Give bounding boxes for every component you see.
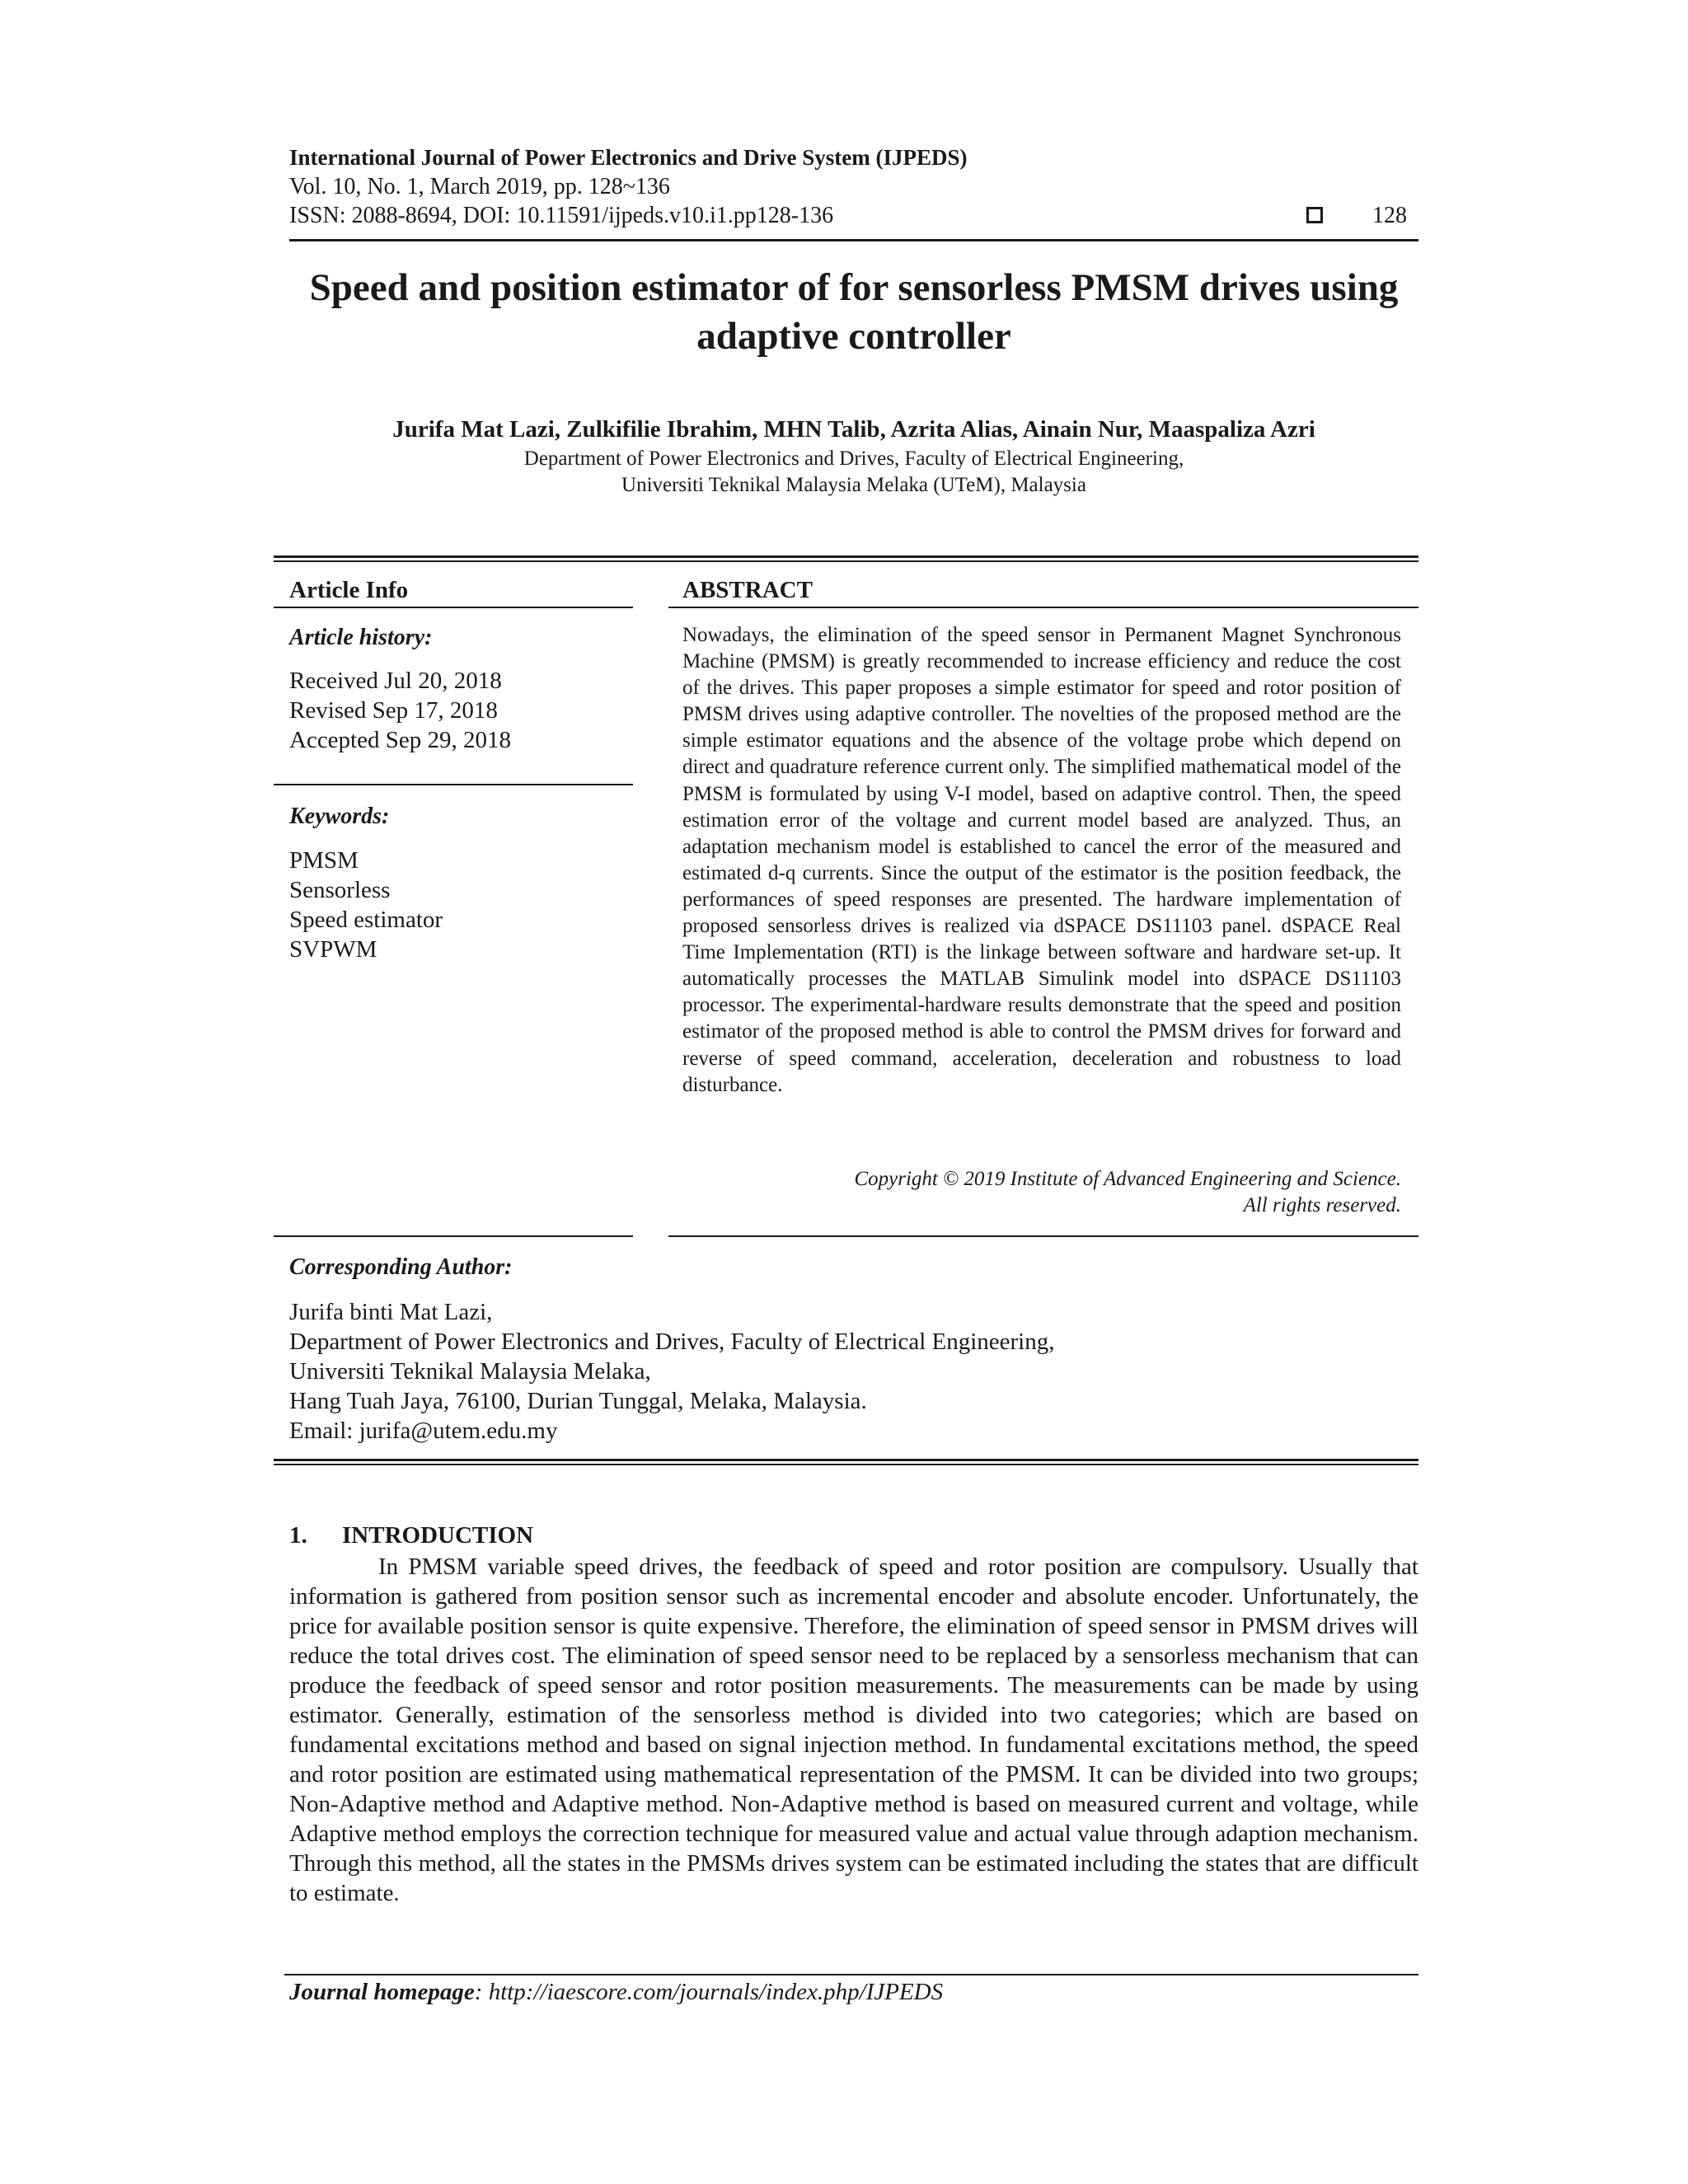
copyright-line: All rights reserved. [1243, 1194, 1401, 1216]
history-item: Revised Sep 17, 2018 [289, 697, 498, 724]
divider [668, 1235, 1418, 1237]
header-rule [289, 239, 1418, 241]
section-number: 1. [289, 1522, 307, 1549]
author-detail-line: Department of Power Electronics and Drives, Faculty of Electrical Engineering, [289, 1329, 1055, 1355]
checkbox-square-icon [1306, 207, 1323, 223]
footer-rule [284, 1974, 1418, 1975]
corresponding-author-details [289, 1297, 1054, 1446]
article-history [289, 666, 511, 755]
history-item: Accepted Sep 29, 2018 [289, 727, 511, 753]
journal-homepage[interactable] [289, 1979, 943, 2006]
corresponding-author-label: Corresponding Author: [289, 1254, 513, 1280]
info-box-bottom-rule [274, 1459, 1418, 1465]
journal-name: International Journal of Power Electronics and Drive System (IJPEDS) [289, 145, 968, 170]
author-detail-line: Hang Tuah Jaya, 76100, Durian Tunggal, Melaka, Malaysia. [289, 1388, 867, 1414]
abstract-heading: ABSTRACT [682, 577, 813, 603]
page-number: 128 [1372, 203, 1407, 228]
keyword-list [289, 846, 443, 964]
keyword: Speed estimator [289, 907, 443, 933]
keyword: SVPWM [289, 936, 377, 963]
info-box-top-rule [274, 555, 1418, 562]
volume-line: Vol. 10, No. 1, March 2019, pp. 128~136 [289, 174, 670, 199]
author-list: Jurifa Mat Lazi, Zulkifilie Ibrahim, MHN Talib, Azrita Alias, Ainain Nur, Maaspaliza Azri [392, 416, 1315, 443]
copyright-line: Copyright © 2019 Institute of Advanced Engineering and Science. [854, 1168, 1401, 1190]
affiliation-line: Department of Power Electronics and Drives, Faculty of Electrical Engineering, [523, 448, 1184, 470]
divider [274, 1235, 633, 1237]
divider [274, 607, 633, 608]
history-item: Received Jul 20, 2018 [289, 668, 502, 694]
section-heading [289, 1522, 533, 1549]
divider [668, 607, 1418, 608]
homepage-label: Journal homepage [289, 1979, 475, 2005]
affiliation [289, 446, 1418, 499]
paper-title: Speed and position estimator of for sensorless PMSM drives using adaptive controller [309, 266, 1399, 358]
keywords-label: Keywords: [289, 804, 390, 829]
affiliation-line: Universiti Teknikal Malaysia Melaka (UTeM), Malaysia [621, 474, 1086, 496]
article-info-heading: Article Info [289, 577, 409, 603]
homepage-url[interactable]: : http://iaescore.com/journals/index.php/IJPEDS [474, 1979, 944, 2005]
introduction-paragraph: In PMSM variable speed drives, the feedback of speed and rotor position are compulsory. Usually that information is gathered from position sensor such as incremental encoder and absolute encoder. Unfortunately, the price for available position sensor is quite expensive. Therefore, the elimination of speed sensor in PMSM drives will reduce the total drives cost. The elimination of speed sensor need to be replaced by a sensorless mechanism that can produce the feedback of speed sensor and rotor position measurements. The measurements can be made by using estimator. Generally, estimation of the sensorless method is divided into two categories; which are based on fundamental excitations method and based on signal injection method. In fundamental excitations method, the speed and rotor position are estimated using mathematical representation of the PMSM. It can be divided into two groups; Non-Adaptive method and Adaptive method. Non-Adaptive method is based on measured current and voltage, while Adaptive method employs the correction technique for measured value and actual value through adaption mechanism. Through this method, all the states in the PMSMs drives system can be estimated including the states that are difficult to estimate. [289, 1554, 1418, 1906]
abstract-text: Nowadays, the elimination of the speed sensor in Permanent Magnet Synchronous Machine (PMSM) is greatly recommended to increase efficiency and reduce the cost of the drives. This paper proposes a simple estimator for speed and rotor position of PMSM drives using adaptive controller. The novelties of the proposed method are the simple estimator equations and the absence of the voltage probe which depend on direct and quadrature reference current only. The simplified mathematical model of the PMSM is formulated by using V-I model, based on adaptive control. Then, the speed estimation error of the voltage and current model based are analyzed. Thus, an adaptation mechanism model is established to cancel the error of the measured and estimated d-q currents. Since the output of the estimator is the position feedback, the performances of speed responses are presented. The hardware implementation of proposed sensorless drives is realized via dSPACE DS11103 panel. dSPACE Real Time Implementation (RTI) is the linkage between software and hardware set-up. It automatically processes the MATLAB Simulink model into dSPACE DS11103 processor. The experimental-hardware results demonstrate that the speed and position estimator of the proposed method is able to control the PMSM drives for forward and reverse of speed command, acceleration, deceleration and robustness to load disturbance. [682, 624, 1401, 1096]
copyright-notice [682, 1166, 1401, 1219]
author-email[interactable]: Email: jurifa@utem.edu.my [289, 1418, 558, 1444]
article-history-label: Article history: [289, 625, 433, 650]
section-title: INTRODUCTION [342, 1522, 534, 1549]
keyword: Sensorless [289, 877, 391, 903]
issn-doi-line: ISSN: 2088-8694, DOI: 10.11591/ijpeds.v10.i1.pp128-136 [289, 203, 834, 228]
author-detail-line: Universiti Teknikal Malaysia Melaka, [289, 1358, 651, 1385]
author-detail-line: Jurifa binti Mat Lazi, [289, 1299, 493, 1325]
keyword: PMSM [289, 847, 359, 874]
divider [274, 784, 633, 785]
